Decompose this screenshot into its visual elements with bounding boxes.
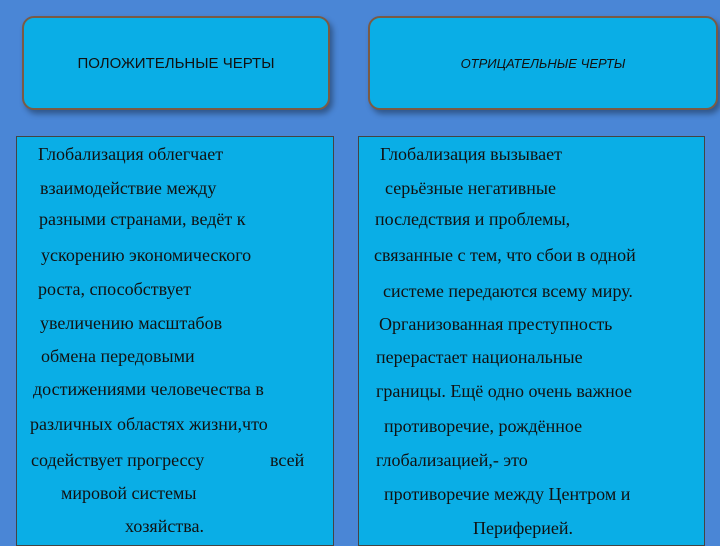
positive-text-line: хозяйства. (125, 516, 204, 536)
negative-text-line: перерастает национальные (376, 347, 583, 367)
negative-text-line: границы. Ещё одно очень важное (376, 381, 632, 401)
negative-text-line: последствия и проблемы, (375, 209, 571, 229)
negative-text-line: системе передаются всему миру. (383, 281, 633, 301)
positive-text-line: достижениями человечества в (33, 379, 264, 399)
positive-text-line: ускорению экономического (41, 245, 252, 265)
positive-text-line: разными странами, ведёт к (39, 209, 246, 229)
negative-text-line: связанные с тем, что сбои в одной (374, 245, 636, 265)
negative-text-line: Глобализация вызывает (380, 144, 563, 164)
negative-text-line: Организованная преступность (379, 314, 613, 334)
positive-text-line: увеличению масштабов (40, 313, 223, 333)
positive-text-line: обмена передовыми (41, 346, 195, 366)
positive-text-line: всей (270, 450, 305, 470)
positive-text-line: взаимодействие между (40, 178, 217, 198)
negative-text-line: серьёзные негативные (385, 178, 556, 198)
negative-traits-header (368, 16, 718, 110)
positive-traits-title: ПОЛОЖИТЕЛЬНЫЕ ЧЕРТЫ (77, 54, 275, 72)
negative-text-line: противоречие, рождённое (384, 416, 583, 436)
negative-text-line: глобализацией,- это (376, 450, 528, 470)
positive-text-line: различных областях жизни,что (30, 414, 268, 434)
positive-traits-header (22, 16, 330, 110)
negative-text-line: противоречие между Центром и (384, 484, 631, 504)
positive-text-line: содействует прогрессу (31, 450, 205, 470)
positive-text-line: Глобализация облегчает (38, 144, 224, 164)
negative-text-line: Периферией. (473, 518, 574, 538)
positive-text-line: мировой системы (61, 483, 197, 503)
positive-text-line: роста, способствует (38, 279, 192, 299)
negative-traits-title: ОТРИЦАТЕЛЬНЫЕ ЧЕРТЫ (460, 55, 626, 71)
